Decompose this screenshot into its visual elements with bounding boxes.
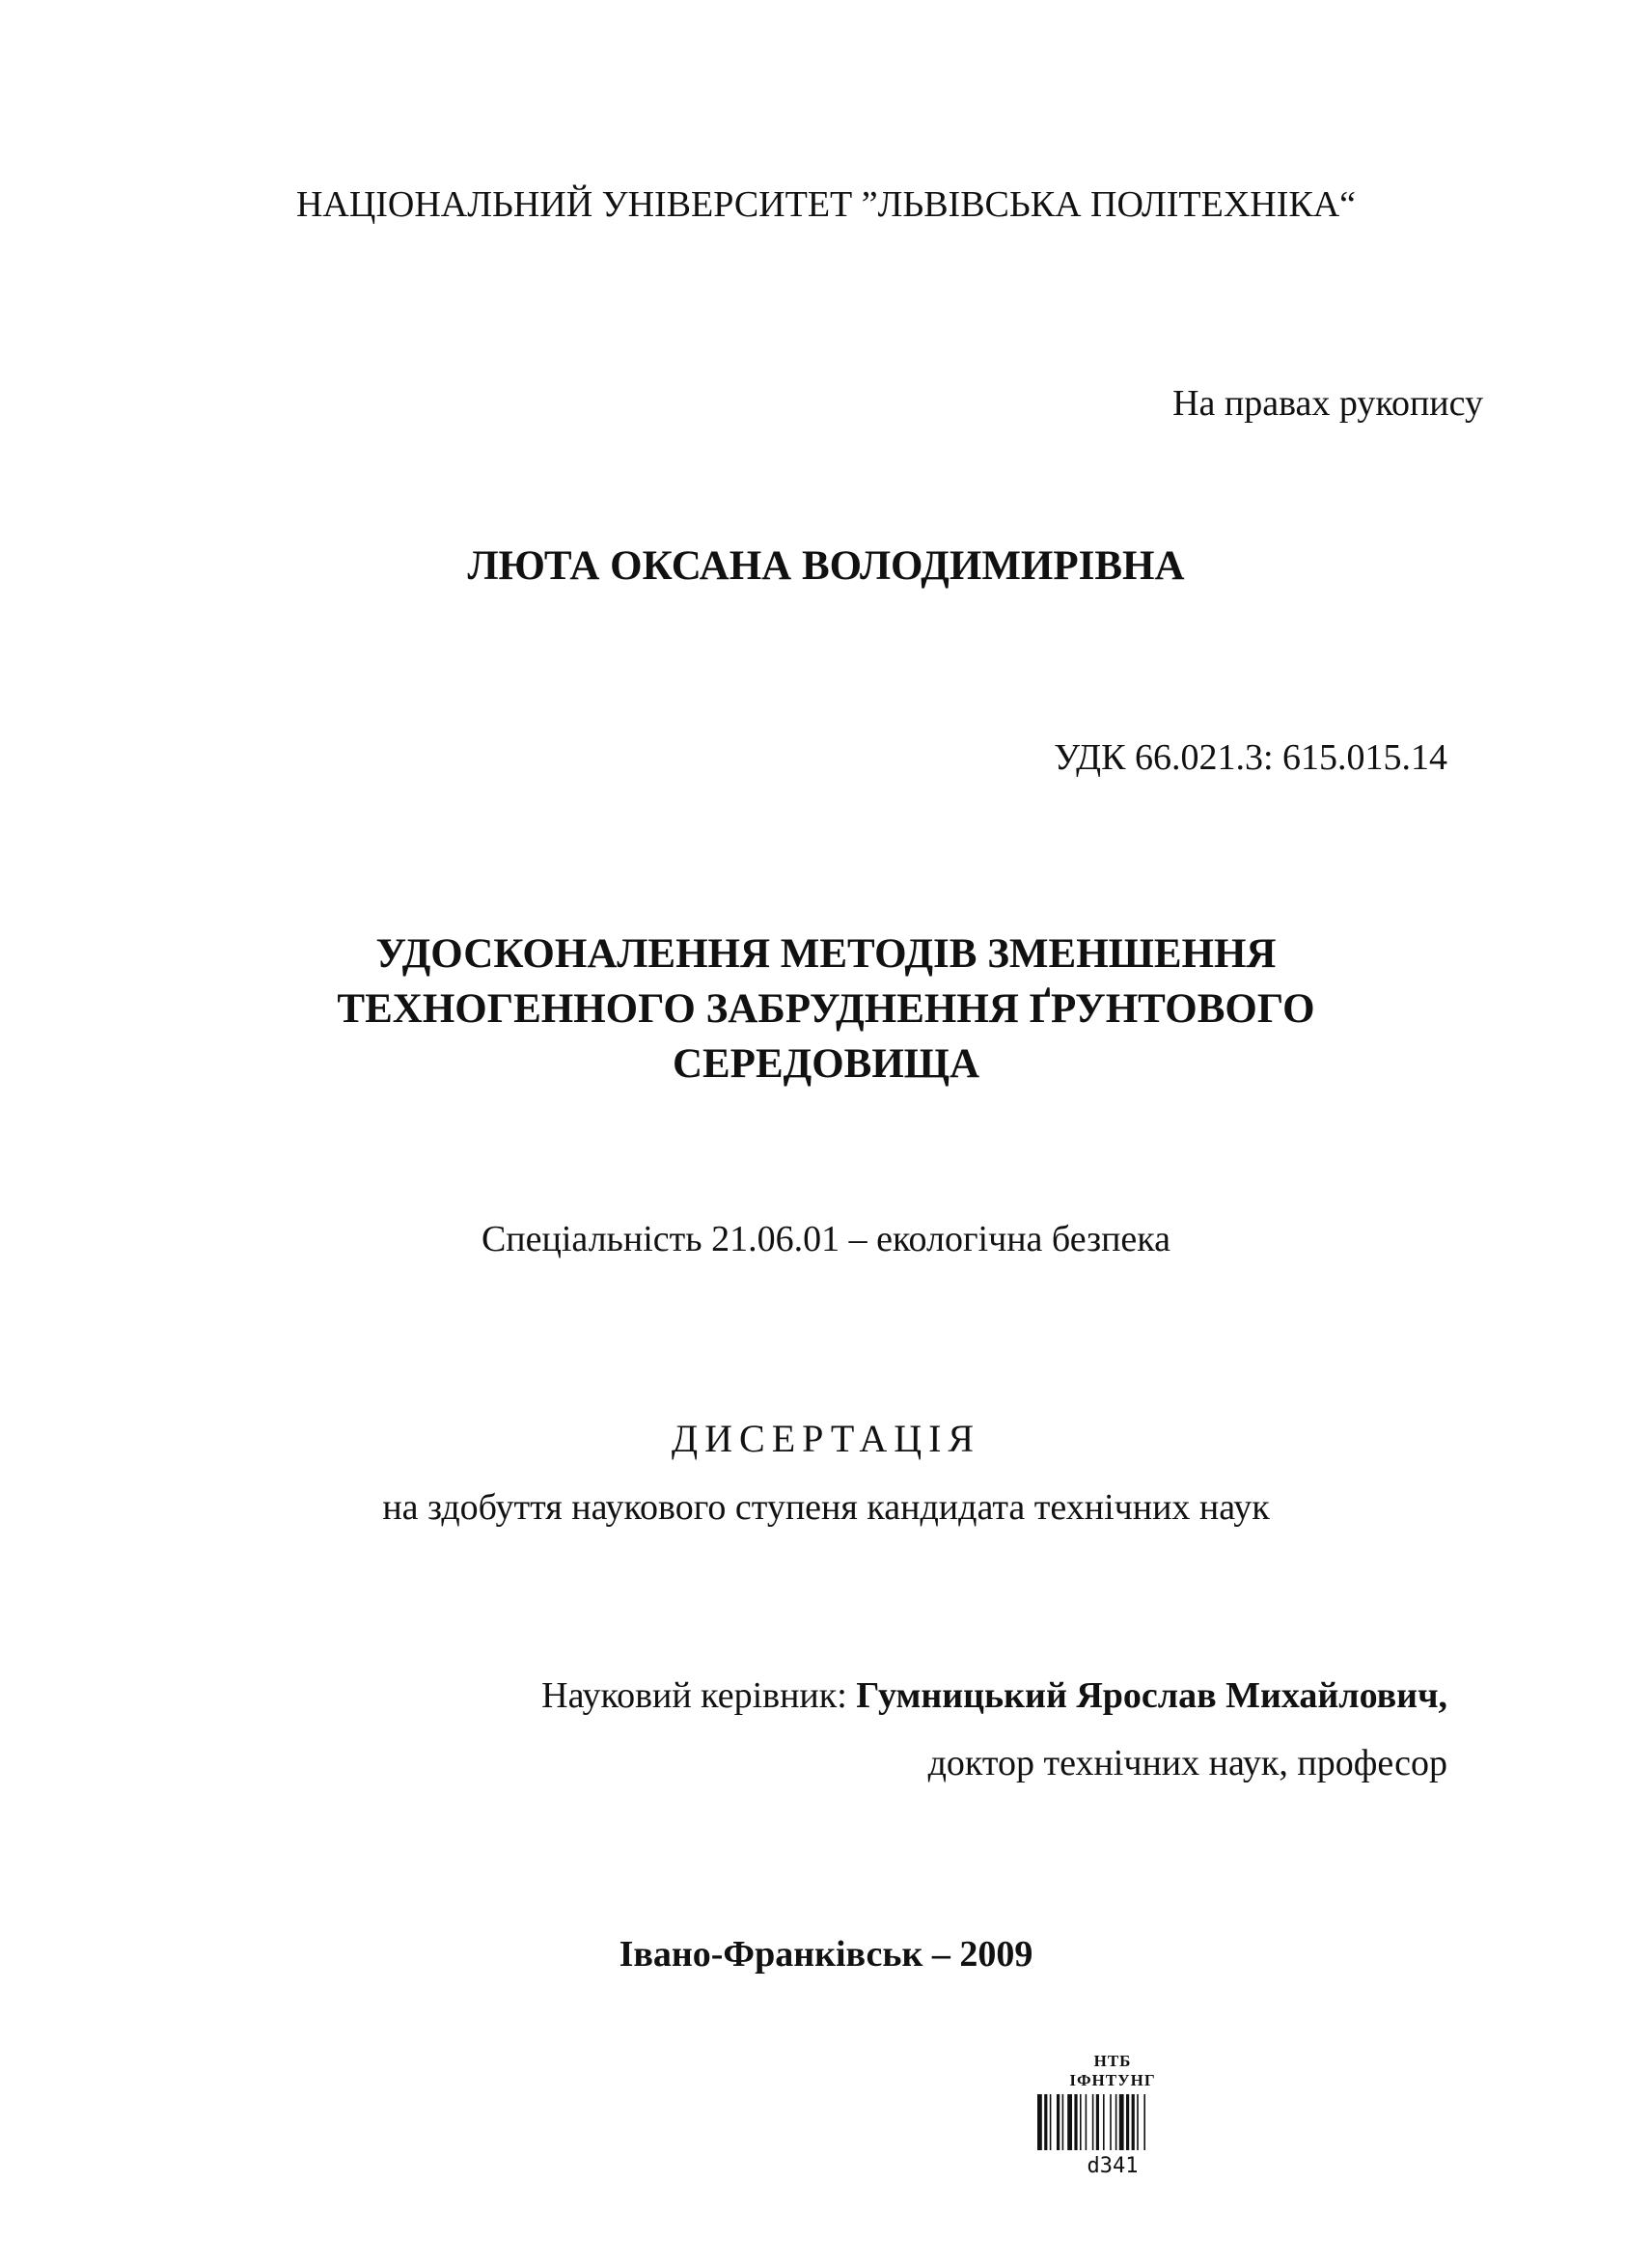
document-type: ДИСЕРТАЦІЯ	[671, 1417, 981, 1460]
place-and-year: Івано-Франківськ – 2009	[619, 1934, 1033, 1975]
library-stamp	[1031, 2052, 1195, 2179]
barcode-icon	[1035, 2094, 1190, 2150]
stamp-library-name: НТБ	[1093, 2052, 1132, 2070]
title-line: УДОСКОНАЛЕННЯ МЕТОДІВ ЗМЕНШЕННЯ	[375, 931, 1277, 977]
university-name: НАЦІОНАЛЬНИЙ УНІВЕРСИТЕТ ”ЛЬВІВСЬКА ПОЛІТЕХНІКА“	[295, 184, 1357, 225]
stamp-code: d341	[1087, 2154, 1139, 2178]
supervisor	[541, 1674, 1447, 1717]
specialty: Спеціальність 21.06.01 – екологічна безпека	[481, 1219, 1171, 1259]
stamp-institution: ІФНТУНГ	[1069, 2071, 1156, 2089]
supervisor-name: Гумницький Ярослав Михайлович,	[856, 1675, 1447, 1716]
supervisor-credentials: доктор технічних наук, професор	[927, 1743, 1447, 1783]
dissertation-title	[0, 926, 1652, 1092]
supervisor-label: Науковий керівник:	[541, 1675, 857, 1716]
manuscript-note: На правах рукопису	[1172, 383, 1483, 424]
author-name: ЛЮТА ОКСАНА ВОЛОДИМИРІВНА	[467, 543, 1185, 589]
udk-code: УДК 66.021.3: 615.015.14	[1054, 737, 1447, 778]
title-line: ТЕХНОГЕННОГО ЗАБРУДНЕННЯ ҐРУНТОВОГО	[337, 986, 1315, 1032]
title-line: СЕРЕДОВИЩА	[672, 1041, 980, 1087]
degree-purpose: на здобуття наукового ступеня кандидата технічних наук	[382, 1487, 1270, 1528]
